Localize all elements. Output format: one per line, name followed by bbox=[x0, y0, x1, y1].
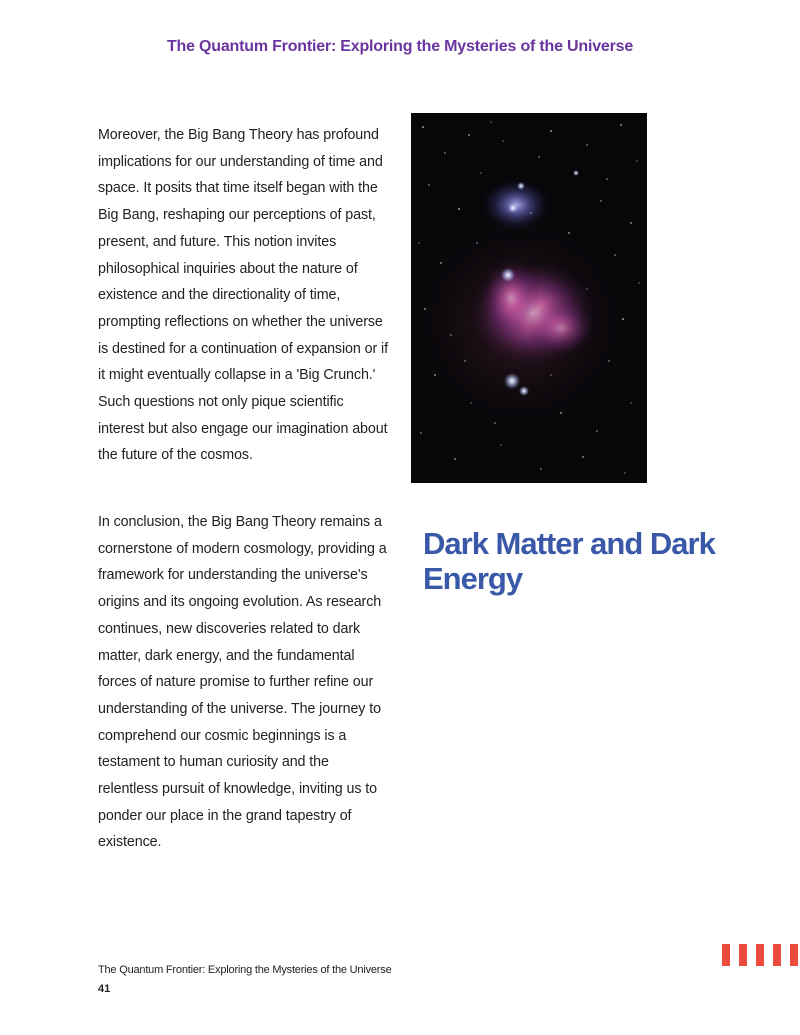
running-header-title: The Quantum Frontier: Exploring the Mysteries of the Universe bbox=[166, 38, 634, 55]
nebula-photo-graphic bbox=[411, 113, 647, 483]
stripe-bar bbox=[722, 944, 730, 966]
stripe-bar bbox=[790, 944, 798, 966]
page-number: 41 bbox=[98, 983, 111, 995]
section-heading: Dark Matter and Dark Energy bbox=[423, 526, 715, 596]
stripe-bar bbox=[756, 944, 764, 966]
decorative-stripes bbox=[722, 944, 798, 966]
nebula-photo bbox=[411, 113, 647, 483]
running-footer-title: The Quantum Frontier: Exploring the Mysteries of the Universe bbox=[98, 964, 392, 976]
body-paragraph-1: Moreover, the Big Bang Theory has profound implications for our understanding of time and space. It posits that time itself began with the Big Bang, reshaping our perceptions of past, present, and future. This notion invites philosophical inquiries about the nature of existence and the directionality of time, prompting reflections on whether the universe is destined for a continuation of expansion or if it might eventually collapse in a 'Big Crunch.' Such questions not only pique scientific interest but also engage our imagination about the future of the cosmos. bbox=[98, 127, 388, 464]
body-paragraph-2: In conclusion, the Big Bang Theory remains a cornerstone of modern cosmology, providing a framework for understanding the universe's origins and its ongoing evolution. As research continues, new discoveries related to dark matter, dark energy, and the fundamental forces of nature promise to further refine our understanding of the universe. The journey to comprehend our cosmic beginnings is a testament to human curiosity and the relentless pursuit of knowledge, inviting us to ponder our place in the grand tapestry of existence. bbox=[98, 514, 387, 851]
stripe-bar bbox=[773, 944, 781, 966]
stripe-bar bbox=[739, 944, 747, 966]
